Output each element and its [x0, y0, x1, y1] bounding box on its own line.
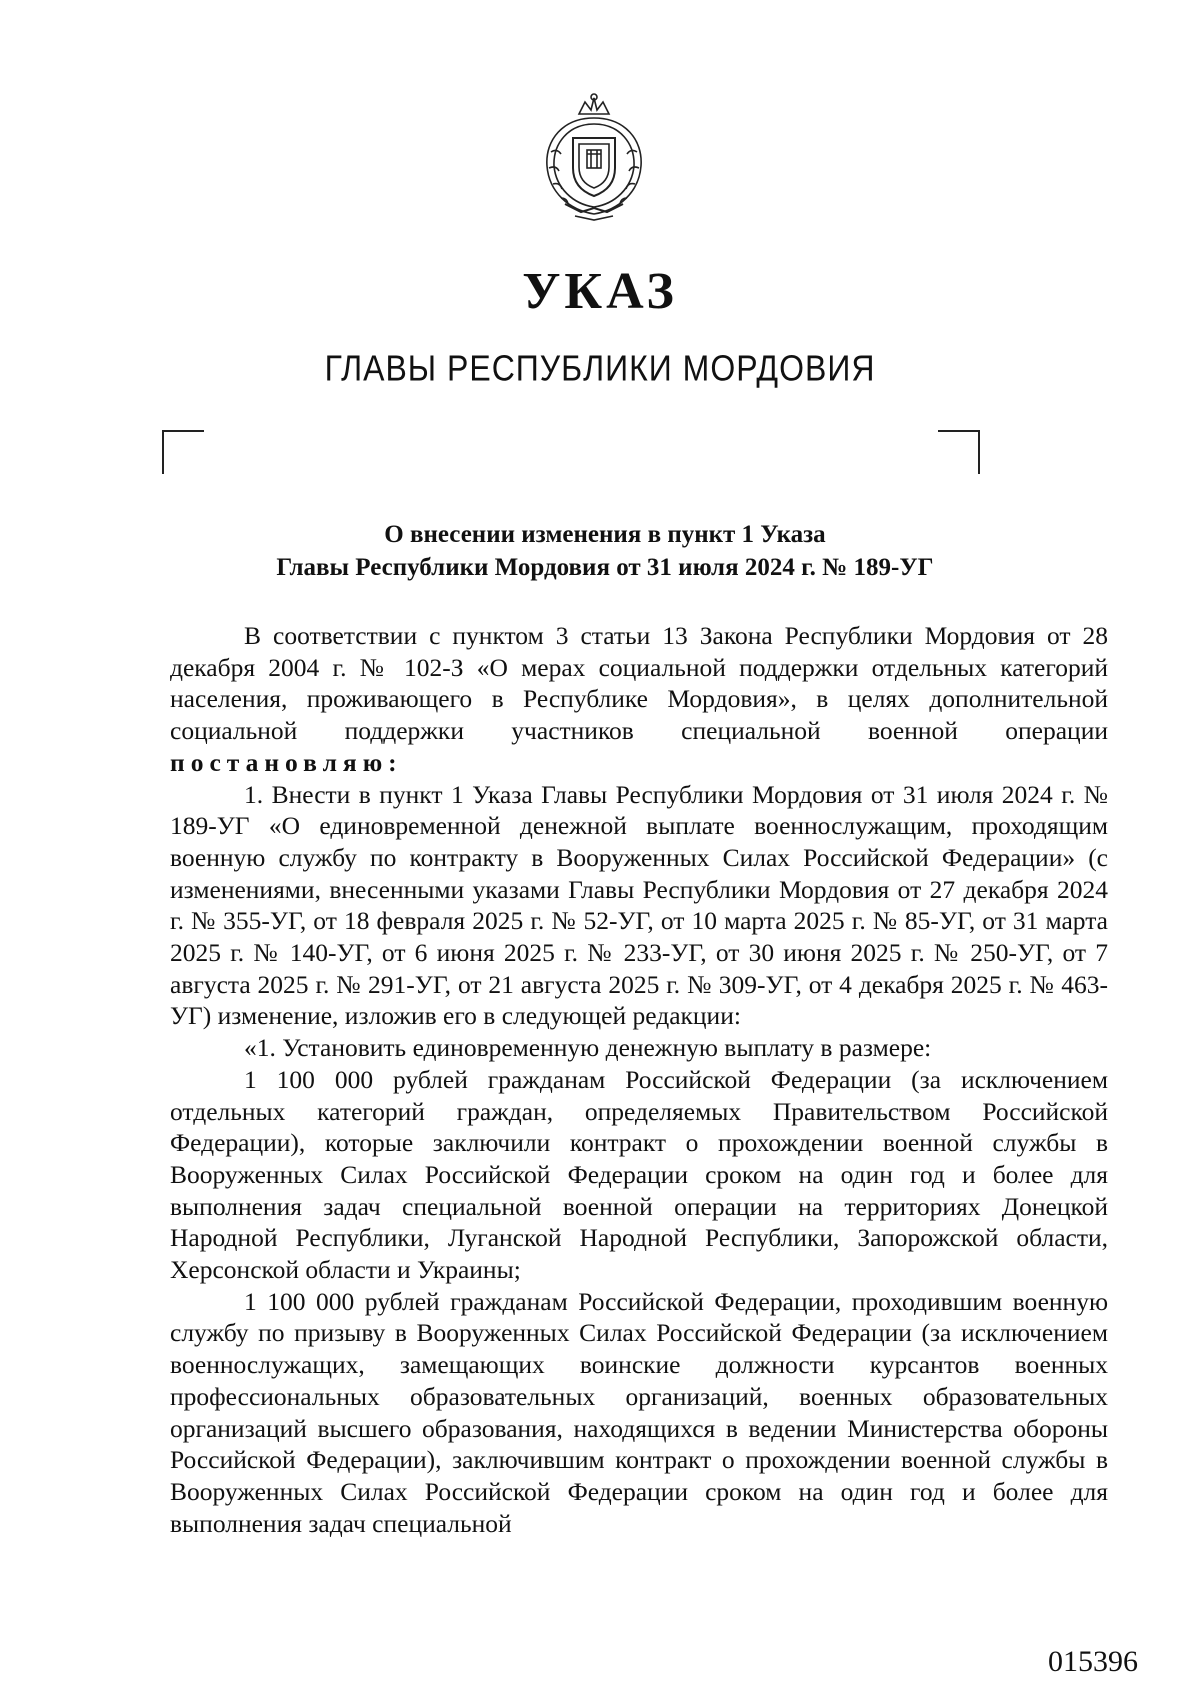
paragraph-contract-payment: 1 100 000 рублей гражданам Российской Федерации (за исключением отдельных категорий граждан, определяемых Правительством Российской Федерации), которые заключили контракт о прохождении военной службы в Вооруженных Силах Российской Федерации сроком на один год и более для выполнения задач специальной военной операции на территориях Донецкой Народной Республики, Луганской Народной Республики, Запорожской области, Херсонской области и Украины;: [170, 1064, 1108, 1285]
document-authority: ГЛАВЫ РЕСПУБЛИКИ МОРДОВИЯ: [324, 347, 876, 389]
coat-of-arms-mordovia-icon: [535, 92, 653, 224]
paragraph-preamble: [170, 620, 1108, 779]
serial-number: 015396: [1048, 1645, 1138, 1678]
corner-mark-right: [938, 430, 980, 474]
decree-word: постановляю:: [170, 747, 403, 777]
paragraph-item-1: 1. Внести в пункт 1 Указа Главы Республики Мордовия от 31 июля 2024 г. № 189-УГ «О единовременной денежной выплате военнослужащим, проходящим военную службу по контракту в Вооруженных Силах Российской Федерации» (с изменениями, внесенными указами Главы Республики Мордовия от 27 декабря 2024 г. № 355-УГ, от 18 февраля 2025 г. № 52-УГ, от 10 марта 2025 г. № 85-УГ, от 31 марта 2025 г. № 140-УГ, от 6 июня 2025 г. № 233-УГ, от 30 июня 2025 г. № 250-УГ, от 7 августа 2025 г. № 291-УГ, от 21 августа 2025 г. № 309-УГ, от 4 декабря 2025 г. № 463-УГ) изменение, изложив его в следующей редакции:: [170, 779, 1108, 1031]
paragraph-conscript-payment: 1 100 000 рублей гражданам Российской Федерации, проходившим военную службу по призыву в Вооруженных Силах Российской Федерации (за исключением военнослужащих, замещающих воинские должности курсантов военных профессиональных образовательных организаций, военных образовательных организаций высшего образования, находящихся в ведении Министерства обороны Российской Федерации), заключившим контракт о прохождении военной службы в Вооруженных Силах Российской Федерации сроком на один год и более для выполнения задач специальной: [170, 1286, 1108, 1538]
title-line-1: О внесении изменения в пункт 1 Указа: [384, 521, 826, 548]
title-line-2: Главы Республики Мордовия от 31 июля 2024 г. № 189-УГ: [276, 554, 934, 581]
document-type: УКАЗ: [522, 263, 678, 320]
preamble-text: В соответствии с пунктом 3 статьи 13 Закона Республики Мордовия от 28 декабря 2004 г. № 102-З «О мерах социальной поддержки отдельных категорий населения, проживающего в Республике Мордовия», в целях дополнительной социальной поддержки участников специальной военной операции: [170, 621, 1108, 746]
corner-mark-left: [162, 430, 204, 474]
document-title: [170, 518, 1040, 584]
document-body: [170, 620, 1108, 1539]
paragraph-new-wording: «1. Установить единовременную денежную выплату в размере:: [244, 1033, 932, 1063]
